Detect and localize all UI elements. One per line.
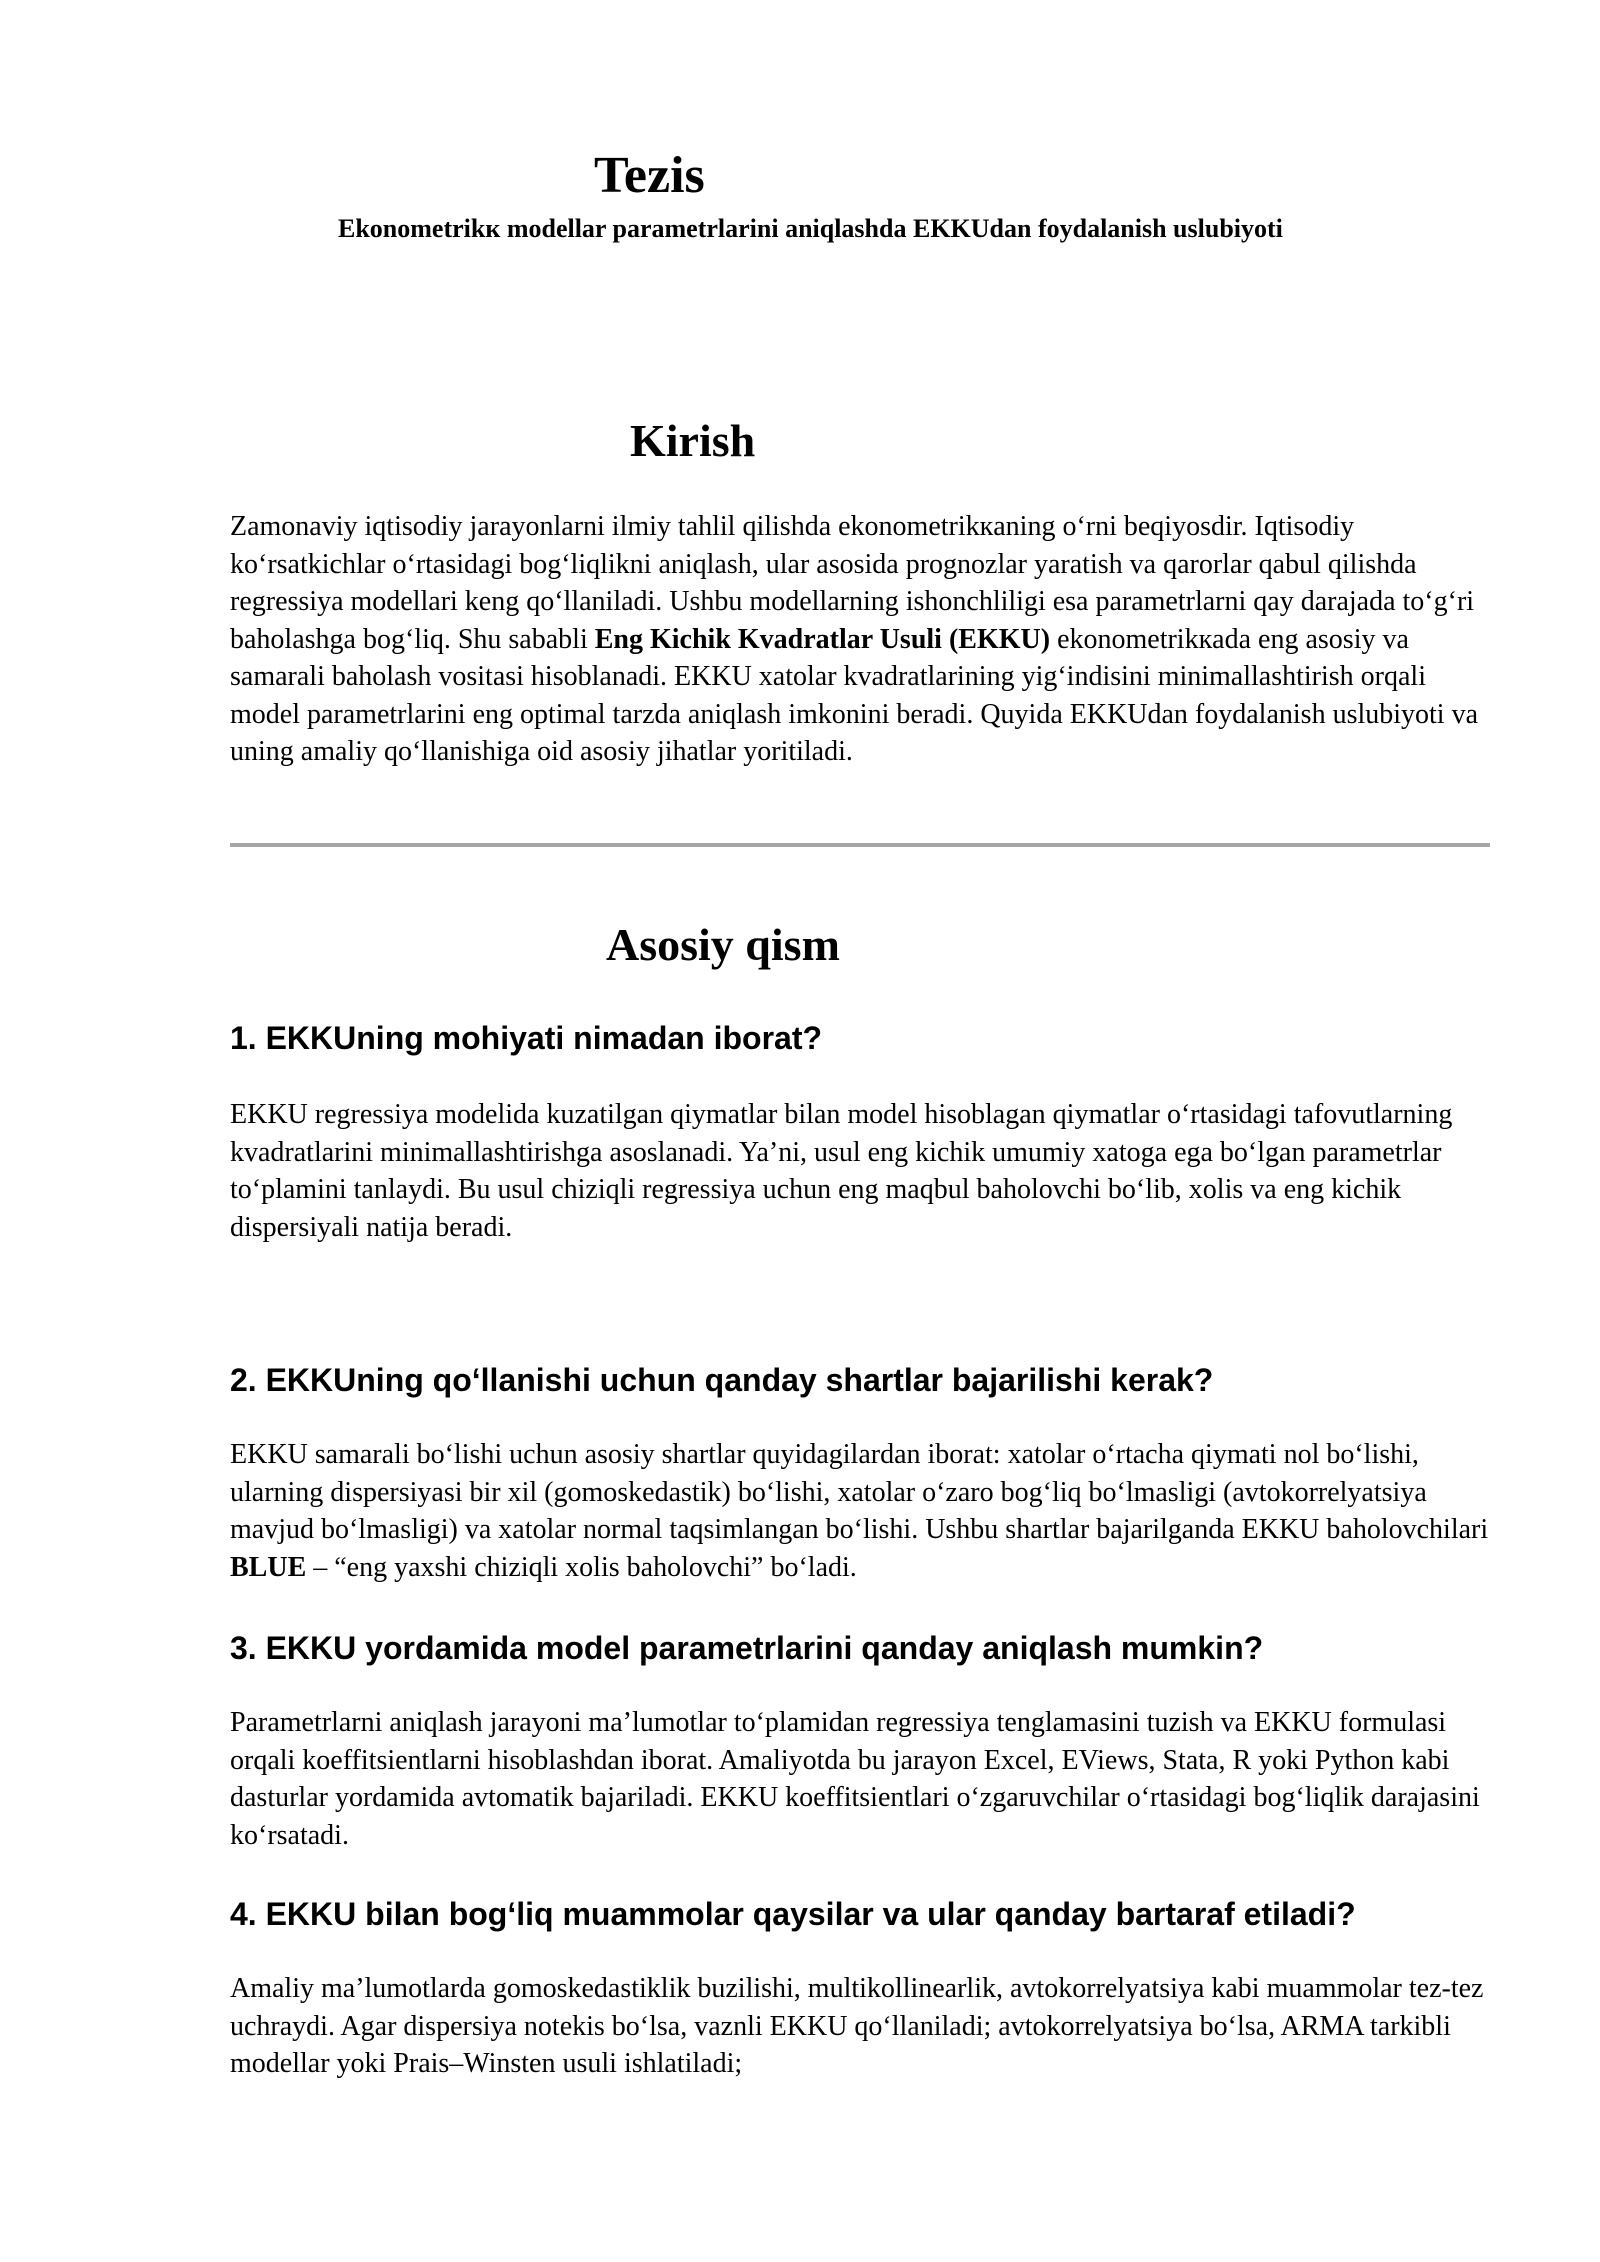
section-2-text-after: – “eng yaxshi chiziqli xolis baholovchi” bo‘ladi.	[306, 1551, 857, 1583]
intro-bold-term: Eng Kichik Kvadratlar Usuli (EKKU)	[594, 623, 1051, 655]
section-2-paragraph	[230, 1436, 1490, 1586]
section-2-text-before: EKKU samarali bo‘lishi uchun asosiy shartlar quyidagilardan iborat: xatolar o‘rtacha qiymati nol bo‘lishi, ularning dispersiyasi bir xil (gomoskedastik) bo‘lishi, xatolar o‘zaro bog‘liq bo‘lmasligi (avtokorrelyatsiya mavjud bo‘lmasligi) va xatolar normal taqsimlangan bo‘lishi. Ushbu shartlar bajarilganda EKKU baholovchilari	[230, 1439, 1489, 1545]
section-3-heading: 3. EKKU yordamida model parametrlarini qanday aniqlash mumkin?	[230, 1630, 1264, 1666]
horizontal-divider	[230, 843, 1490, 847]
intro-text-before: Zamonaviy iqtisodiy jarayonlarni ilmiy tahlil qilishda ekonometrikкaning o‘rni beqiyosdir. Iqtisodiy ko‘rsatkichlar o‘rtasidagi bog‘liqlikni aniqlash, ular asosida prognozlar yaratish va qarorlar qabul qilishda regressiya modellari keng qo‘llaniladi. Ushbu modellarning ishonchliligi esa parametrlarni qay darajada to‘g‘ri baholashga bog‘liq. Shu sababli	[230, 511, 1475, 655]
document-subtitle: Ekonometrikк modellar parametrlarini aniqlashda EKKUdan foydalanish uslubiyoti	[338, 214, 1283, 243]
main-heading: Asosiy qism	[606, 919, 840, 970]
section-1-paragraph: EKKU regressiya modelida kuzatilgan qiymatlar bilan model hisoblagan qiymatlar o‘rtasidagi tafovutlarning kvadratlarini minimallashtirishga asoslanadi. Ya’ni, usul eng kichik umumiy xatoga ega bo‘lgan parametrlar to‘plamini tanlaydi. Bu usul chiziqli regressiya uchun eng maqbul baholovchi bo‘lib, xolis va eng kichik dispersiyali natija beradi.	[230, 1099, 1453, 1243]
section-4-paragraph: Amaliy ma’lumotlarda gomoskedastiklik buzilishi, multikollinearlik, avtokorrelyatsiya kabi muammolar tez-tez uchraydi. Agar dispersiya notekis bo‘lsa, vaznli EKKU qo‘llaniladi; avtokorrelyatsiya bo‘lsa, ARMA tarkibli modellar yoki Prais–Winsten usuli ishlatiladi;	[230, 1973, 1484, 2079]
intro-text-after: ekonometrikкada eng asosiy va samarali baholash vositasi hisoblanadi. EKKU xatolar kvadratlarining yig‘indisini minimallashtirish orqali model parametrlarini eng optimal tarzda aniqlash imkonini beradi. Quyida EKKUdan foydalanish uslubiyoti va uning amaliy qo‘llanishiga oid asosiy jihatlar yoritiladi.	[230, 623, 1479, 767]
intro-heading: Kirish	[630, 415, 756, 466]
intro-paragraph	[230, 508, 1490, 771]
section-2-heading: 2. EKKUning qo‘llanishi uchun qanday shartlar bajarilishi kerak?	[230, 1362, 1214, 1398]
section-4-heading: 4. EKKU bilan bog‘liq muammolar qaysilar va ular qanday bartaraf etiladi?	[230, 1896, 1356, 1932]
document-title: Tezis	[594, 147, 705, 204]
section-1-heading: 1. EKKUning mohiyati nimadan iborat?	[230, 1020, 823, 1056]
section-3-paragraph: Parametrlarni aniqlash jarayoni ma’lumotlar to‘plamidan regressiya tenglamasini tuzish va EKKU formulasi orqali koeffitsientlarni hisoblashdan iborat. Amaliyotda bu jarayon Excel, EViews, Stata, R yoki Python kabi dasturlar yordamida avtomatik bajariladi. EKKU koeffitsientlari o‘zgaruvchilar o‘rtasidagi bog‘liqlik darajasini ko‘rsatadi.	[230, 1707, 1480, 1851]
section-2-bold-term: BLUE	[230, 1551, 307, 1583]
